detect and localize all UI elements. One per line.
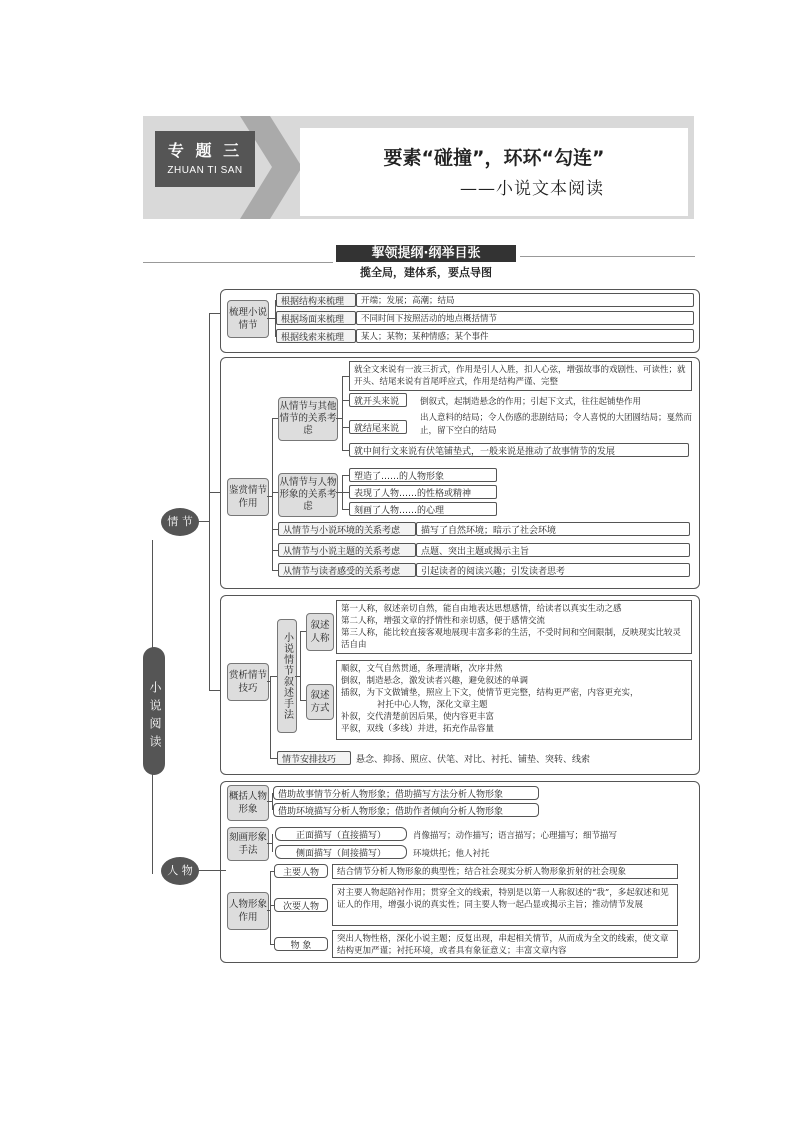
person-label: 叙述人称 [306,613,334,651]
section-subtitle: 揽全局，建体系，要点导图 [360,266,492,279]
character-role-label: 人物形象作用 [227,892,269,930]
character-portray-label: 刻画形象手法 [227,827,269,861]
arrange-desc: 悬念、抑扬、照应、伏笔、对比、衬托、铺垫、突转、线索 [356,755,591,765]
character-relation-label: 从情节与人物形象的关系考虑 [278,473,338,517]
section-divider-right [520,256,695,257]
indirect-portray-desc: 环境烘托；他人衬托 [413,849,490,859]
badge-pinyin: ZHUAN TI SAN [167,165,243,176]
page-title: 要素“碰撞”，环环“勾连” [383,147,605,169]
badge-cn: 专 题 三 [167,141,243,160]
plot-relation-label: 从情节与其他情节的关系考虑 [278,397,338,441]
plot-relation-middle: 就中间行文来说有伏笔铺垫式，一般来说是推动了故事情节的发展 [349,443,689,457]
object-label: 物 象 [274,937,328,951]
plot-function-label: 鉴赏情节作用 [227,478,269,516]
character-summary-line-1: 借助故事情节分析人物形象；借助描写方法分析人物形象 [273,786,539,800]
character-relation-item-1: 塑造了……的人物形象 [349,468,497,482]
reader-relation-label: 从情节与读者感受的关系考虑 [278,563,416,577]
opening-label: 就开头来说 [349,393,407,407]
method-desc: 顺叙，文气自然贯通，条理清晰，次序井然 倒叙，制造悬念，激发读者兴趣，避免叙述的单调 插叙，为下文做铺垫，照应上下文，使情节更完整，结构更严密，内容更充实， 衬托中心人物，深化文章主题 补叙，交代清楚前因后果，使内容更丰富 平叙，双线（多线）并进，拓充作品容量 [336,660,692,740]
theme-relation-label: 从情节与小说主题的关系考虑 [278,543,416,557]
character-node: 人 物 [161,857,199,885]
character-relation-item-2: 表现了人物……的性格或精神 [349,485,497,499]
section-title: 挈领提纲·纲举目张 [336,245,516,262]
page-subtitle: ——小说文本阅读 [460,179,604,199]
secondary-character-label: 次要人物 [274,898,328,912]
main-character-desc: 结合情节分析人物形象的典型性；结合社会现实分析人物形象折射的社会现象 [332,864,678,879]
plot-sort-method-3: 根据线索来梳理 [276,329,356,343]
theme-relation-desc: 点题、突出主题或揭示主旨 [416,543,690,557]
direct-portray-label: 正面描写（直接描写） [275,827,407,841]
opening-desc: 倒叙式，起制造悬念的作用；引起下文式，往往起铺垫作用 [420,397,642,407]
plot-technique-label: 赏析情节技巧 [227,663,269,701]
method-label: 叙述方式 [306,684,334,720]
person-desc: 第一人称，叙述亲切自然，能自由地表达思想感情，给读者以真实生动之感 第二人称，增强文章的抒情性和亲切感，便于感情交流 第三人称，能比较直接客观地展现丰富多彩的生活，不受时间和空间限制，反映现实比较灵活自由 [336,600,692,654]
character-relation-item-3: 刻画了人物……的心理 [349,502,497,516]
plot-sort-method-1: 根据结构来梳理 [276,293,356,307]
environment-relation-label: 从情节与小说环境的关系考虑 [278,522,416,536]
root-node: 小说阅读 [143,647,165,775]
plot-node: 情 节 [161,508,199,536]
topic-badge [155,131,255,187]
narration-label: 小说情节叙述手法 [277,619,297,733]
character-summary-label: 概括人物形象 [227,785,269,821]
object-desc: 突出人物性格，深化小说主题；反复出现，串起相关情节，从而成为全文的线索，使文章结构更加严谨；衬托环境，或者具有象征意义；丰富文章内容 [332,930,678,958]
plot-sort-desc-1: 开端；发展；高潮；结局 [356,293,694,307]
character-summary-line-2: 借助环境描写分析人物形象；借助作者倾向分析人物形象 [273,803,539,817]
environment-relation-desc: 描写了自然环境；暗示了社会环境 [416,522,690,536]
reader-relation-desc: 引起读者的阅读兴趣；引发读者思考 [416,563,690,577]
ending-desc: 出人意料的结局；令人伤感的悲剧结局；令人喜悦的大团圆结局；戛然而止，留下空白的结局 [420,413,693,436]
direct-portray-desc: 肖像描写；动作描写；语言描写；心理描写；细节描写 [413,831,618,841]
plot-vertical-line [209,313,210,691]
plot-sort-desc-2: 不同时间下按照活动的地点概括情节 [356,311,694,325]
arrange-label: 情节安排技巧 [277,751,351,765]
section-divider-left [143,262,333,263]
secondary-character-desc: 对主要人物起陪衬作用；贯穿全文的线索，特别是以第一人称叙述的“我”，多起叙述和见证人的作用，增强小说的真实性；同主要人物一起凸显或揭示主旨；推动情节发展 [332,884,678,926]
plot-sort-label: 梳理小说情节 [227,300,269,338]
title-panel [300,128,688,216]
plot-sort-desc-3: 某人；某物；某种情感；某个事件 [356,329,694,343]
ending-label: 就结尾来说 [349,420,407,434]
main-character-label: 主要人物 [274,864,328,878]
plot-sort-method-2: 根据场面来梳理 [276,311,356,325]
plot-relation-overall: 就全文来说有一波三折式，作用是引人入胜，扣人心弦，增强故事的戏剧性、可读性；就开头、结尾来说有首尾呼应式，作用是结构严谨、完整 [349,361,692,391]
indirect-portray-label: 侧面描写（间接描写） [275,845,407,859]
